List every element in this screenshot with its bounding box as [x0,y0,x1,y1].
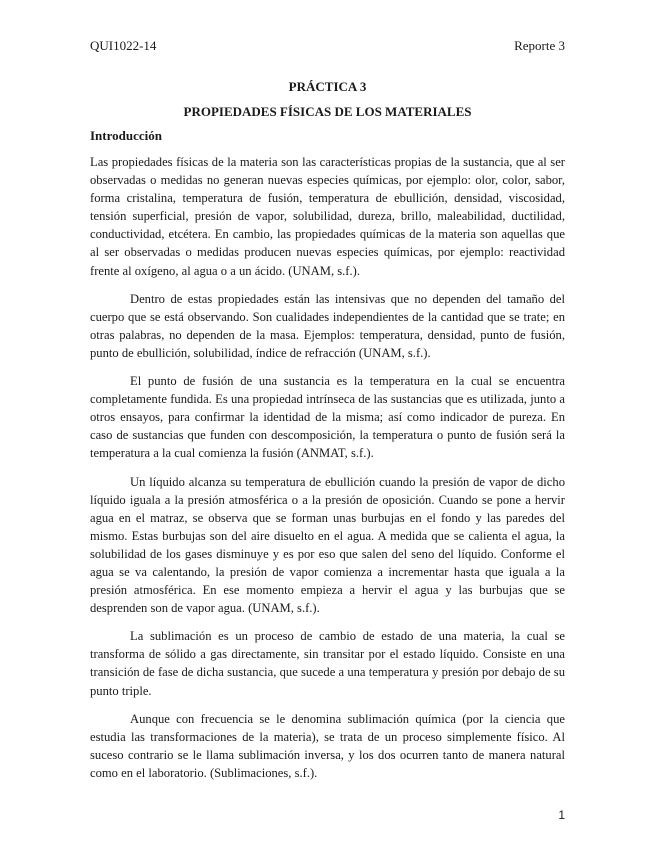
paragraph-sublimation: La sublimación es un proceso de cambio de estado de una materia, la cual se transforma de sólido a gas directamente, sin transitar por el estado líquido. Consiste en una transición de fase de dicha sustancia, que sucede a una temperatura y presión por debajo de su punto triple. [90,629,565,698]
practice-title: PRÁCTICA 3 [288,79,367,94]
page-number: 1 [558,808,565,822]
paragraph-boiling-point: Un líquido alcanza su temperatura de ebullición cuando la presión de vapor de dicho líquido iguala a la presión atmosférica o a la presión de oposición. Cuando se pone a hervir agua en el matraz, se observa que se forman unas burbujas en el fondo y las paredes del mismo. Estas burbujas son del aire disuelto en el agua. A medida que se calienta el agua, la solubilidad de los gases disminuye y es por eso que salen del seno del líquido. Conforme el agua se va calentando, la presión de vapor comienza a incrementar hasta que iguala a la presión atmosférica. En ese momento empieza a hervir el agua y las burbujas que se desprenden son de vapor agua. (UNAM, s.f.). [90,474,565,616]
document-title: PROPIEDADES FÍSICAS DE LOS MATERIALES [183,104,472,119]
paragraph-physical-properties: Las propiedades físicas de la materia son las características propias de la sustancia, que al ser observadas o medidas no generan nuevas especies químicas, por ejemplo: olor, color, sabor, forma cristalina, temperatura de fusión, temperatura de ebullición, densidad, viscosidad, tensión superficial, presión de vapor, solubilidad, dureza, brillo, maleabilidad, ductilidad, conductividad, etcétera. En cambio, las propiedades químicas de la materia son aquellas que al ser observadas o medidas producen nuevas especies químicas, por ejemplo: reactividad frente al oxígeno, al agua o a un ácido. (UNAM, s.f.). [90,155,565,278]
body-text [90,153,565,792]
header-report-label: Reporte 3 [514,38,565,53]
paragraph-inverse-sublimation: Aunque con frecuencia se le denomina sublimación química (por la ciencia que estudia las transformaciones de la materia), se trata de un proceso simplemente físico. Al suceso contrario se le llama sublimación inversa, y los dos ocurren tanto de manera natural como en el laboratorio. (Sublimaciones, s.f.). [90,711,565,780]
header-course-code: QUI1022-14 [90,38,157,53]
section-heading-introduction: Introducción [90,128,162,143]
paragraph-melting-point: El punto de fusión de una sustancia es la temperatura en la cual se encuentra completamente fundida. Es una propiedad intrínseca de las sustancias que es utilizada, junto a otros ensayos, para confirmar la identidad de la misma; así como indicador de pureza. En caso de sustancias que funden con descomposición, la temperatura o punto de fusión será la temperatura a la cual comienza la fusión (ANMAT, s.f.). [90,374,565,461]
paragraph-intensive-properties: Dentro de estas propiedades están las intensivas que no dependen del tamaño del cuerpo que se está observando. Son cualidades independientes de la cantidad que se trate; en otras palabras, no dependen de la masa. Ejemplos: temperatura, densidad, punto de fusión, punto de ebullición, solubilidad, índice de refracción (UNAM, s.f.). [90,291,565,360]
